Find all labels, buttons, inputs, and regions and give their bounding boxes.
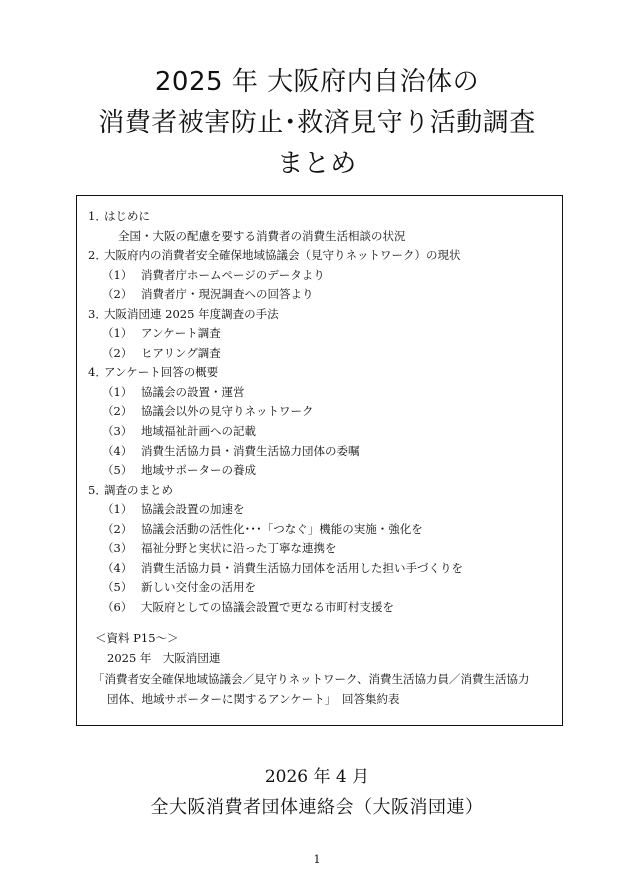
toc-item-5-3: [88, 539, 463, 559]
publisher-organization: 全大阪消費者団体連絡会（大阪消団連）: [150, 797, 484, 818]
publication-date: 2026 年 4 月: [264, 767, 370, 787]
toc-text: 地域福祉計画への記載: [141, 424, 256, 439]
toc-item-4-5: [88, 461, 463, 481]
toc-number: （2）: [102, 345, 133, 360]
toc-item-5-4: [88, 559, 463, 579]
toc-text: 大阪府内の消費者安全確保地域協議会（見守りネットワーク）の現状: [104, 248, 461, 263]
reference-label: ＜資料 P15～＞: [95, 631, 179, 645]
toc-text: 消費生活協力員・消費生活協力団体を活用した担い手づくりを: [141, 560, 463, 575]
toc-text: 協議会設置の加速を: [141, 502, 245, 517]
title-line-3: まとめ: [277, 149, 357, 179]
toc-number: 3．: [88, 306, 107, 321]
reference-title-line-1: 「消費者安全確保地域協議会／見守りネットワーク、消費生活協力員／消費生活協力: [93, 671, 530, 686]
toc-text: 福祉分野と実状に沿った丁寧な連携を: [141, 541, 337, 556]
toc-text: 地域サポーターの養成: [141, 463, 256, 478]
toc-item-4-1: [88, 383, 463, 403]
toc-text: 消費者庁・現況調査への回答より: [141, 287, 314, 302]
table-of-contents-box: [76, 195, 563, 726]
toc-text: 大阪府としての協議会設置で更なる市町村支援を: [141, 599, 394, 614]
toc-text: 消費者庁ホームページのデータより: [141, 267, 325, 282]
toc-text: 消費生活協力員・消費生活協力団体の委嘱: [141, 443, 360, 458]
toc-item-5-6: [88, 598, 463, 618]
toc-number: 2．: [88, 248, 107, 263]
toc-number: 1．: [88, 209, 107, 223]
page-number: 1: [313, 853, 321, 866]
toc-item-5-1: [88, 500, 463, 520]
toc-number: （4）: [102, 560, 133, 575]
toc-number: （5）: [102, 463, 133, 478]
toc-text: ヒアリング調査: [141, 345, 221, 360]
toc-number: （5）: [102, 580, 133, 595]
reference-source: 2025 年 大阪消団連: [107, 651, 221, 666]
toc-text: 全国・大阪の配慮を要する消費者の消費生活相談の状況: [118, 228, 406, 243]
toc-section-3: [88, 305, 463, 325]
toc-text: 大阪消団連 2025 年度調査の手法: [104, 306, 279, 321]
toc-number: （1）: [102, 502, 133, 517]
toc-number: （2）: [102, 521, 133, 536]
toc-number: （6）: [102, 599, 133, 614]
toc-number: （2）: [102, 404, 133, 419]
toc-text: 調査のまとめ: [104, 482, 173, 497]
toc-number: （4）: [102, 443, 133, 458]
toc-number: （1）: [102, 267, 133, 282]
toc-text: 新しい交付金の活用を: [141, 580, 256, 595]
toc-number: （1）: [102, 384, 133, 399]
toc-text: アンケート回答の概要: [104, 365, 219, 380]
toc-text: 協議会の設置・運営: [141, 384, 245, 399]
toc-item-2-2: [88, 285, 463, 305]
toc-item-3-2: [88, 344, 463, 364]
toc-number: （1）: [102, 326, 133, 341]
title-line-1: 2025 年 大阪府内自治体の: [154, 67, 480, 97]
toc-item-4-4: [88, 442, 463, 462]
document-title: [0, 62, 634, 185]
toc-text: 協議会以外の見守りネットワーク: [141, 404, 314, 419]
toc-text: はじめに: [104, 209, 150, 223]
toc-section-1-description: [88, 227, 463, 247]
toc-section-2: [88, 246, 463, 266]
reference-title-line-2: 団体、地域サポーターに関するアンケート」 回答集約表: [107, 691, 400, 706]
toc-item-5-5: [88, 578, 463, 598]
toc-item-2-1: [88, 266, 463, 286]
reference-note: [95, 628, 530, 709]
toc-number: （2）: [102, 287, 133, 302]
toc-number: （3）: [102, 424, 133, 439]
toc-item-5-2: [88, 520, 463, 540]
table-of-contents: [88, 207, 463, 617]
toc-number: 5．: [88, 482, 107, 497]
toc-section-1: [88, 207, 463, 227]
toc-item-4-3: [88, 422, 463, 442]
toc-text: アンケート調査: [141, 326, 221, 341]
toc-number: 4．: [88, 365, 107, 380]
toc-item-3-1: [88, 324, 463, 344]
toc-section-4: [88, 363, 463, 383]
toc-number: （3）: [102, 541, 133, 556]
toc-item-4-2: [88, 402, 463, 422]
toc-text: 協議会活動の活性化･･･「つなぐ」機能の実施・強化を: [141, 521, 423, 536]
title-line-2: 消費者被害防止･救済見守り活動調査: [98, 108, 536, 138]
toc-section-5: [88, 481, 463, 501]
